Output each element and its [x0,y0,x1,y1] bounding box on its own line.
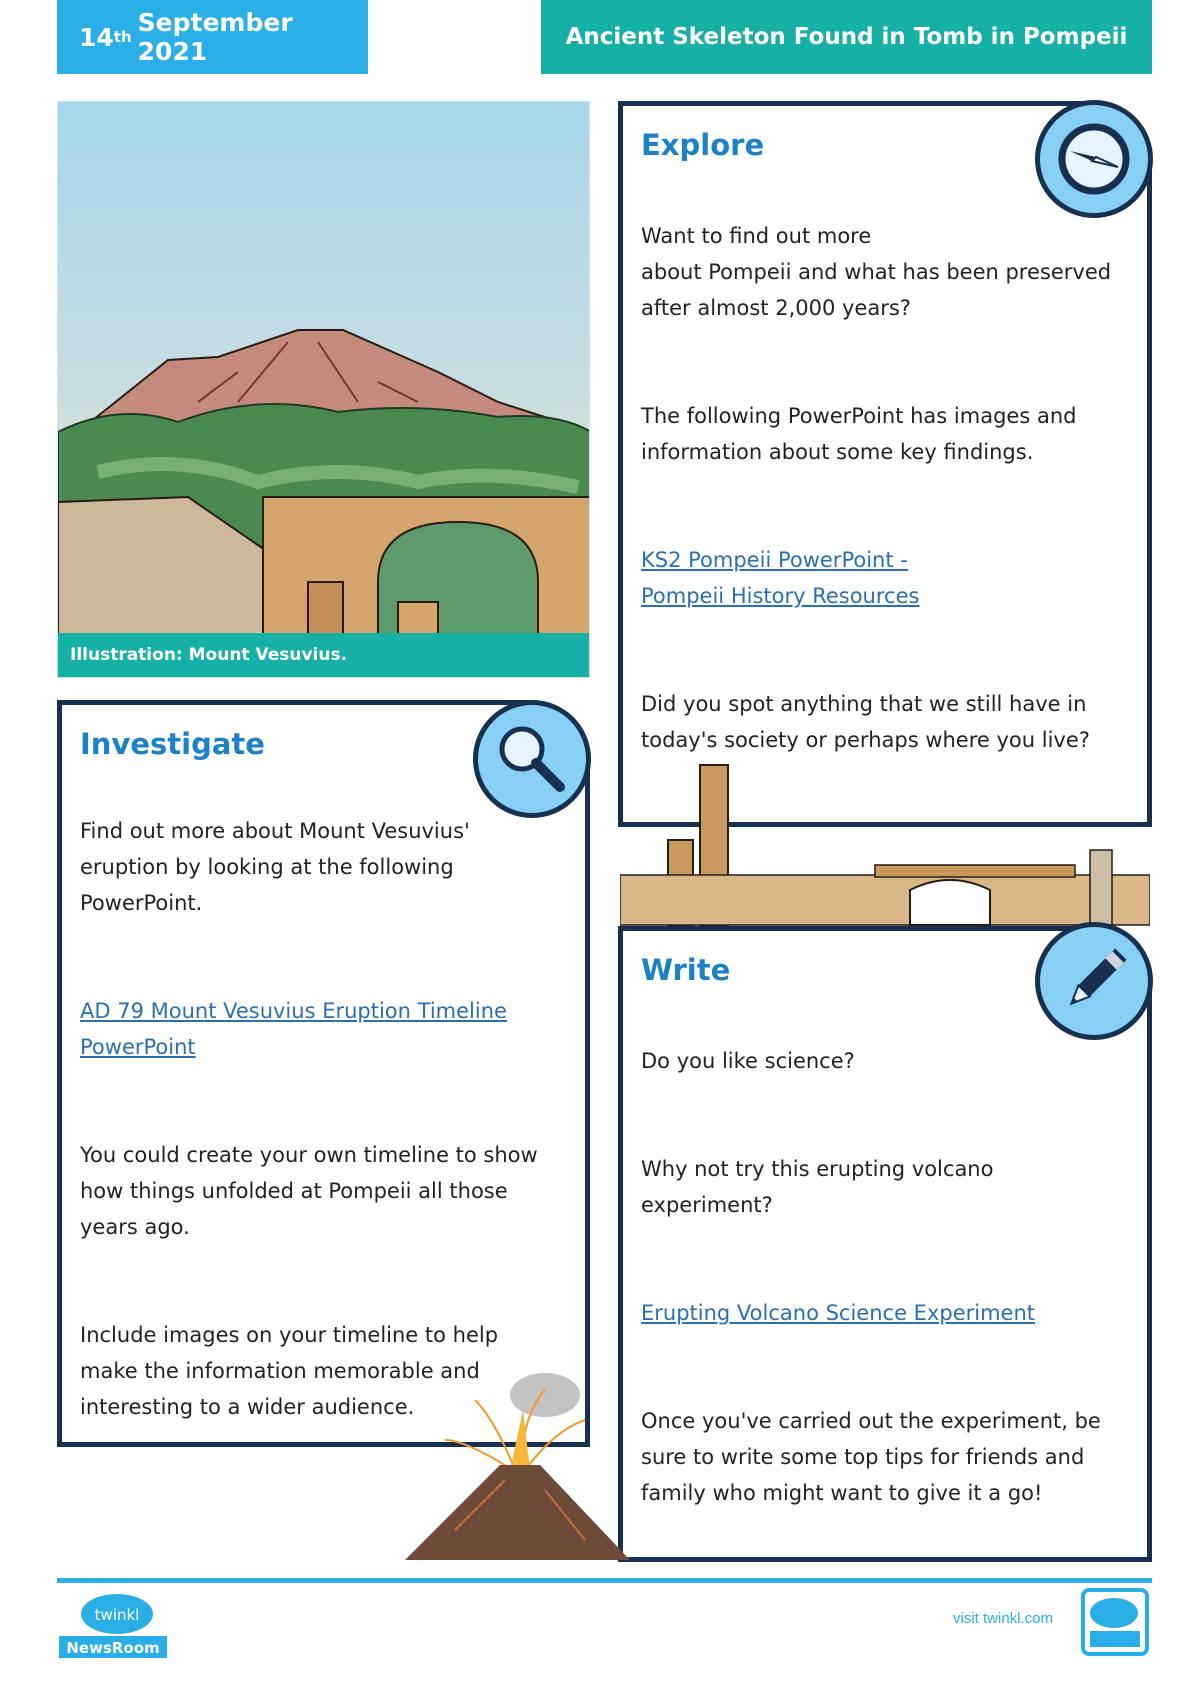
compass-icon [1056,121,1132,197]
magnifier-badge [473,700,591,818]
write-text-3: Once you've carried out the experiment, be sure to write some top tips for friends and family who might want to give it a go! [641,1409,1101,1505]
investigate-text-1: Find out more about Mount Vesuvius' eruption by looking at the following PowerPoint. [80,819,470,915]
svg-text:twinkl: twinkl [94,1606,140,1624]
quality-badge-icon [1080,1587,1152,1659]
date-rest: September 2021 [137,8,293,66]
magnifying-glass-icon [492,719,572,799]
headline-banner [541,0,1152,74]
pompeii-powerpoint-link-2[interactable]: Pompeii History Resources [641,584,920,608]
hero-caption: Illustration: Mount Vesuvius. [58,633,589,677]
svg-text:NewsRoom: NewsRoom [66,1639,160,1657]
twinkl-newsroom-logo [57,1592,177,1664]
investigate-text-2: You could create your own timeline to show how things unfolded at Pompeii all those years ago. [80,1143,538,1239]
pompeii-powerpoint-link-1[interactable]: KS2 Pompeii PowerPoint - [641,548,908,572]
ruins-illustration [620,760,1150,930]
visit-twinkl-link[interactable]: visit twinkl.com [953,1610,1054,1627]
write-title: Write [641,953,731,987]
hero-illustration [57,101,590,678]
investigate-text-3: Include images on your timeline to help make the information memorable and interesting to a wider audience. [80,1323,499,1419]
volcano-illustration [395,1370,635,1570]
vesuvius-timeline-link[interactable]: AD 79 Mount Vesuvius Eruption Timeline PowerPoint [80,999,507,1059]
write-body [641,1043,1107,1511]
write-text-2: Why not try this erupting volcano experiment? [641,1157,994,1217]
pencil-badge [1035,922,1153,1040]
vesuvius-illustration [58,102,590,678]
explore-text-1b: about Pompeii and what has been preserved after almost 2,000 years? [641,260,1112,320]
headline: Ancient Skeleton Found in Tomb in Pompeii [565,24,1128,50]
investigate-body [80,813,545,1425]
write-text-1: Do you like science? [641,1049,855,1073]
footer-divider [57,1578,1152,1583]
explore-text-3: Did you spot anything that we still have in today's society or perhaps where you live? [641,692,1090,752]
date-suffix: th [113,28,132,46]
explore-body [641,218,1127,758]
date-banner [57,0,368,74]
compass-badge [1035,100,1153,218]
date-day: 14 [79,22,114,52]
explore-text-1a: Want to find out more [641,224,872,248]
investigate-title: Investigate [80,727,265,761]
explore-title: Explore [641,128,765,162]
pencil-icon [1054,941,1134,1021]
explore-text-2: The following PowerPoint has images and information about some key findings. [641,404,1077,464]
volcano-experiment-link[interactable]: Erupting Volcano Science Experiment [641,1301,1036,1325]
